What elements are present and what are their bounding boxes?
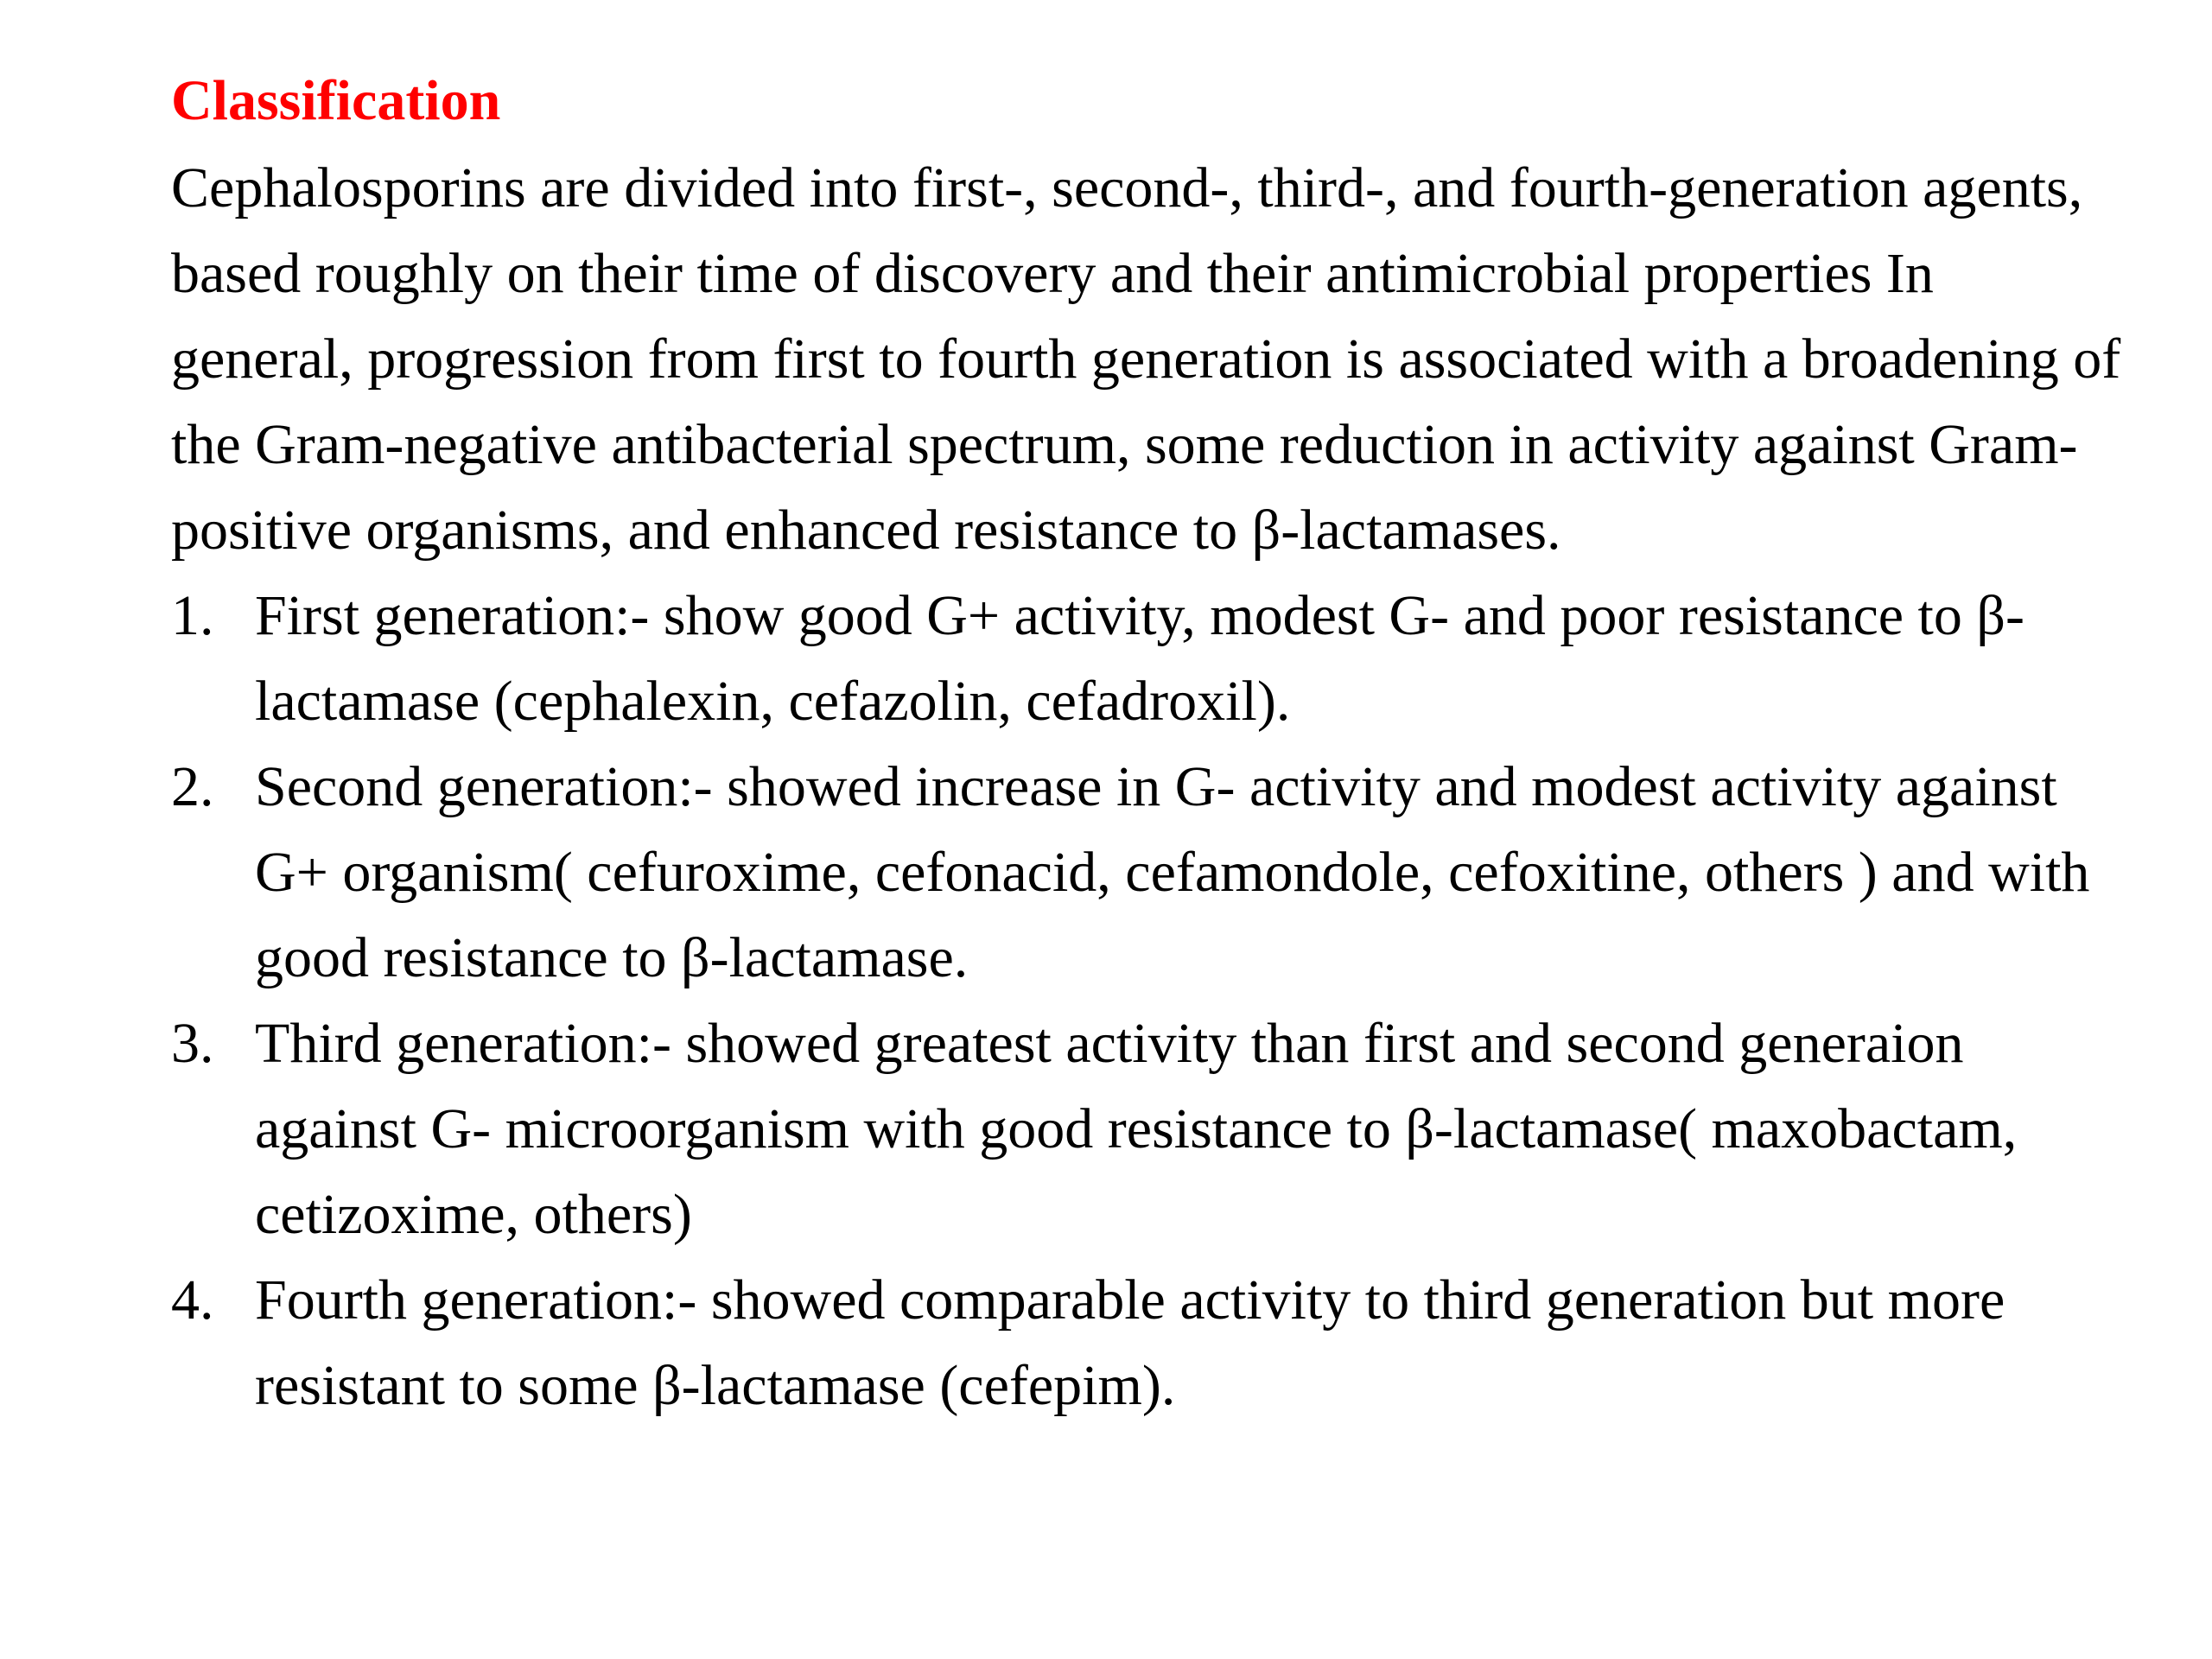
list-item-number: 1. xyxy=(171,584,214,647)
list-item-second-generation xyxy=(171,744,2124,1001)
list-item-third-generation xyxy=(171,1001,2124,1257)
list-item-number: 2. xyxy=(171,755,214,818)
list-item-text: Fourth generation:- showed comparable activity to third generation but more resistant to some β-lactamase (cefepim). xyxy=(255,1268,2005,1417)
list-item-first-generation xyxy=(171,573,2124,744)
list-item-number: 3. xyxy=(171,1012,214,1075)
list-item-fourth-generation xyxy=(171,1257,2124,1428)
list-item-text: Second generation:- showed increase in G- activity and modest activity against G+ organism( cefuroxime, cefonacid, cefamondole, cefoxitine, others ) and with good resistance to β-lactamase. xyxy=(255,755,2090,989)
intro-paragraph: Cephalosporins are divided into first-, second-, third-, and fourth-generation agents, based roughly on their time of discovery and their antimicrobial properties In general, progression from first to fourth generation is associated with a broadening of the Gram-negative antibacterial spectrum, some reduction in activity against Gram-positive organisms, and enhanced resistance to β-lactamases. xyxy=(171,156,2121,562)
slide-title: Classification xyxy=(171,69,501,132)
list-item-text: Third generation:- showed greatest activity than first and second generaion against G- microorganism with good resistance to β-lactamase( maxobactam, cetizoxime, others) xyxy=(255,1012,2018,1246)
generation-list xyxy=(171,573,2124,1428)
list-item-number: 4. xyxy=(171,1268,214,1332)
list-item-text: First generation:- show good G+ activity, modest G- and poor resistance to β-lactamase (cephalexin, cefazolin, cefadroxil). xyxy=(255,584,2024,733)
slide-content xyxy=(171,66,2124,1428)
